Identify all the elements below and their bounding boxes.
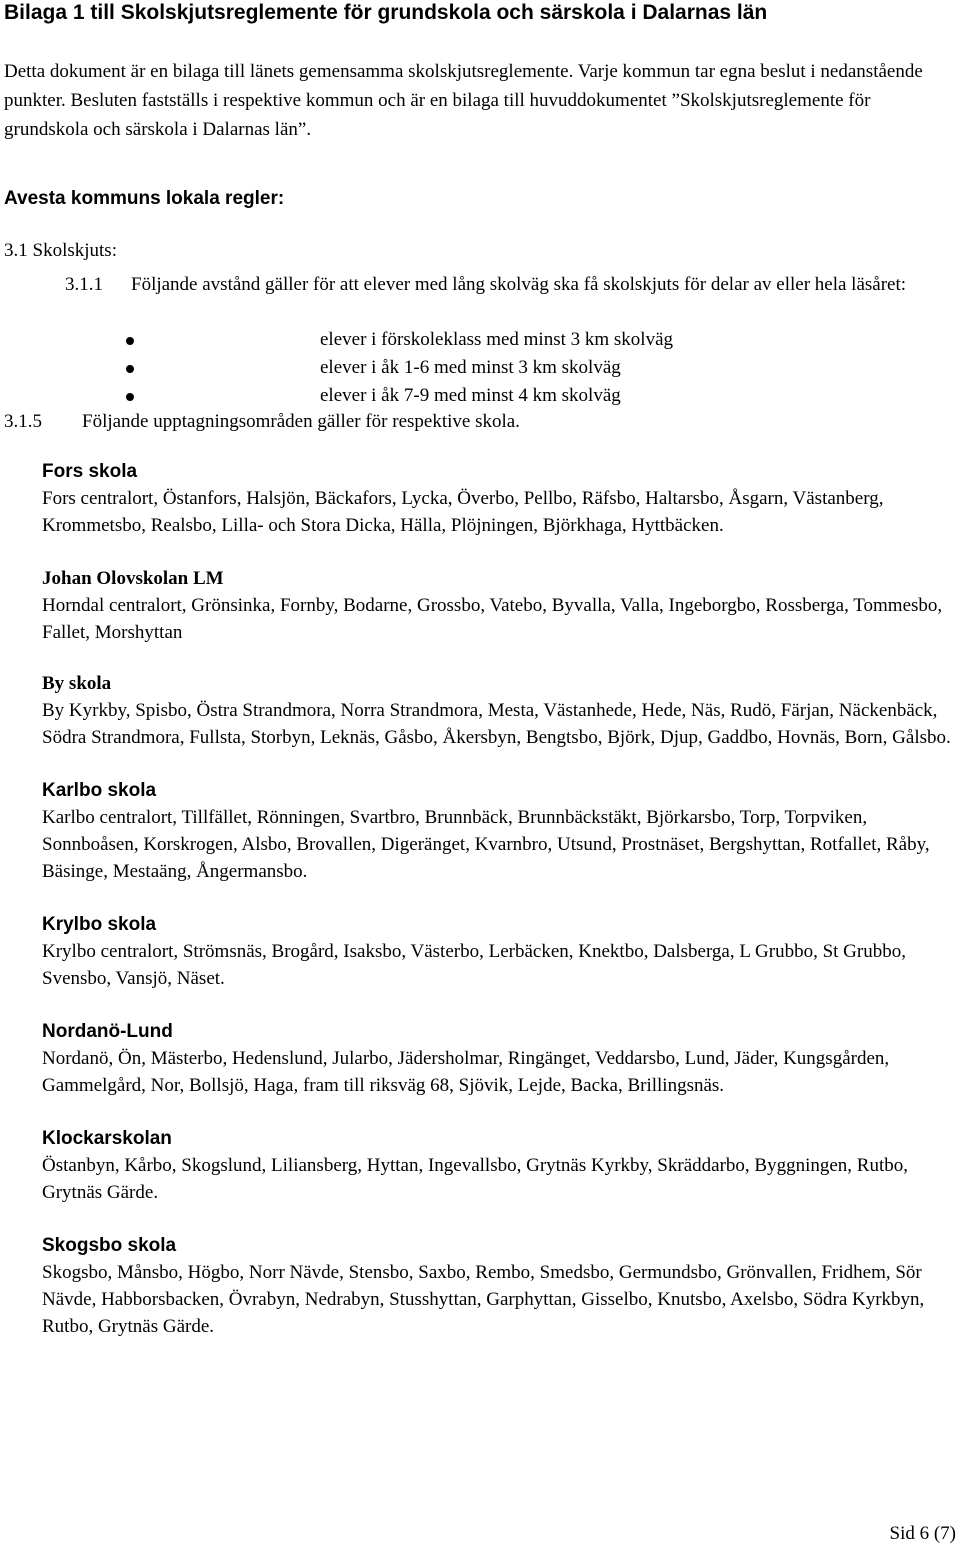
bullet-icon: [126, 337, 134, 345]
school-areas: By Kyrkby, Spisbo, Östra Strandmora, Norra Strandmora, Mesta, Västanhede, Hede, Näs, Rudö, Färjan, Näckenbäck, Södra Strandmora, Fullsta, Storbyn, Leknäs, Gåsbo, Åkersbyn, Bengtsbo, Björk, Djup, Gaddbo, Hovnäs, Born, Gålsbo.: [42, 700, 951, 748]
school-areas: Skogsbo, Månsbo, Högbo, Norr Nävde, Stensbo, Saxbo, Rembo, Smedsbo, Germundsbo, Grönvallen, Fridhem, Sör Nävde, Habborsbacken, Övrabyn, Nedrabyn, Stusshyttan, Garphyttan, Gisselbo, Knutsbo, Axelsbo, Södra Kyrkbyn, Rutbo, Grytnäs Gärde.: [42, 1262, 925, 1337]
page-number: Sid 6 (7): [889, 1523, 956, 1544]
subsection-number: 3.1.5: [4, 411, 42, 432]
subsection-text: Följande avstånd gäller för att elever med lång skolväg ska få skolskjuts för delar av eller hela läsåret:: [131, 274, 907, 295]
list-item-text: elever i förskoleklass med minst 3 km skolväg: [320, 329, 674, 350]
school-areas: Horndal centralort, Grönsinka, Fornby, Bodarne, Grossbo, Vatebo, Byvalla, Valla, Ingeborgbo, Rossberga, Tommesbo, Fallet, Morshyttan: [42, 595, 943, 643]
school-name: Klockarskolan: [42, 1128, 172, 1149]
school-entry: [42, 458, 957, 539]
school-name: Johan Olovskolan LM: [42, 568, 224, 589]
intro-paragraph: Detta dokument är en bilaga till länets gemensamma skolskjutsreglemente. Varje kommun tar egna beslut i nedanstående punkter. Besluten fastställs i respektive kommun och är en bilaga till huvuddokumentet ”Skolskjutsreglemente för grundskola och särskola i Dalarnas län”.: [4, 61, 923, 140]
school-areas: Krylbo centralort, Strömsnäs, Brogård, Isaksbo, Västerbo, Lerbäcken, Knektbo, Dalsberga, L Grubbo, St Grubbo, Svensbo, Vansjö, Näset.: [42, 941, 906, 989]
school-entry: [42, 565, 957, 646]
list-item: [0, 382, 960, 410]
school-name: Nordanö-Lund: [42, 1021, 173, 1042]
list-item: [0, 326, 960, 354]
subsection-number: 3.1.1: [65, 274, 103, 295]
section-heading-3-1: 3.1 Skolskjuts:: [4, 240, 117, 261]
school-entry: [42, 1232, 957, 1340]
bullet-icon: [126, 365, 134, 373]
school-name: By skola: [42, 673, 112, 694]
school-areas: Nordanö, Ön, Mästerbo, Hedenslund, Jularbo, Jädersholmar, Ringänget, Veddarsbo, Lund, Jäder, Kungsgården, Gammelgård, Nor, Bollsjö, Haga, fram till riksväg 68, Sjövik, Lejde, Backa, Brillingsnäs.: [42, 1048, 890, 1096]
school-list: [42, 458, 957, 1340]
subsection-3-1-5: [4, 408, 520, 435]
school-entry: [42, 670, 957, 751]
list-item: [0, 354, 960, 382]
school-entry: [42, 911, 957, 992]
document-title: Bilaga 1 till Skolskjutsreglemente för grundskola och särskola i Dalarnas län: [4, 1, 768, 24]
school-entry: [42, 1125, 957, 1206]
list-item-text: elever i åk 7-9 med minst 4 km skolväg: [320, 385, 621, 406]
school-name: Skogsbo skola: [42, 1235, 177, 1256]
school-name: Fors skola: [42, 461, 138, 482]
school-areas: Karlbo centralort, Tillfället, Rönningen, Svartbro, Brunnbäck, Brunnbäckstäkt, Björkarsbo, Torp, Torpviken, Sonnboåsen, Korskrogen, Alsbo, Brovallen, Digeränget, Kvarnbro, Utsund, Prostnäset, Bergshyttan, Rotfallet, Råby, Bäsinge, Mestaäng, Ångermansbo.: [42, 807, 930, 882]
school-areas: Fors centralort, Östanfors, Halsjön, Bäckafors, Lycka, Överbo, Pellbo, Räfsbo, Haltarsbo, Åsgarn, Västanberg, Krommetsbo, Realsbo, Lilla- och Stora Dicka, Hälla, Plöjningen, Björkhaga, Hyttbäcken.: [42, 488, 884, 536]
school-entry: [42, 1018, 957, 1099]
school-entry: [42, 777, 957, 885]
school-name: Karlbo skola: [42, 780, 157, 801]
subsection-3-1-1: [65, 271, 955, 298]
subsection-text: Följande upptagningsområden gäller för respektive skola.: [82, 411, 520, 432]
bullet-icon: [126, 393, 134, 401]
municipality-heading: Avesta kommuns lokala regler:: [4, 188, 285, 209]
list-item-text: elever i åk 1-6 med minst 3 km skolväg: [320, 357, 621, 378]
school-name: Krylbo skola: [42, 914, 157, 935]
school-areas: Östanbyn, Kårbo, Skogslund, Liliansberg, Hyttan, Ingevallsbo, Grytnäs Kyrkby, Skräddarbo, Byggningen, Rutbo, Grytnäs Gärde.: [42, 1155, 908, 1203]
